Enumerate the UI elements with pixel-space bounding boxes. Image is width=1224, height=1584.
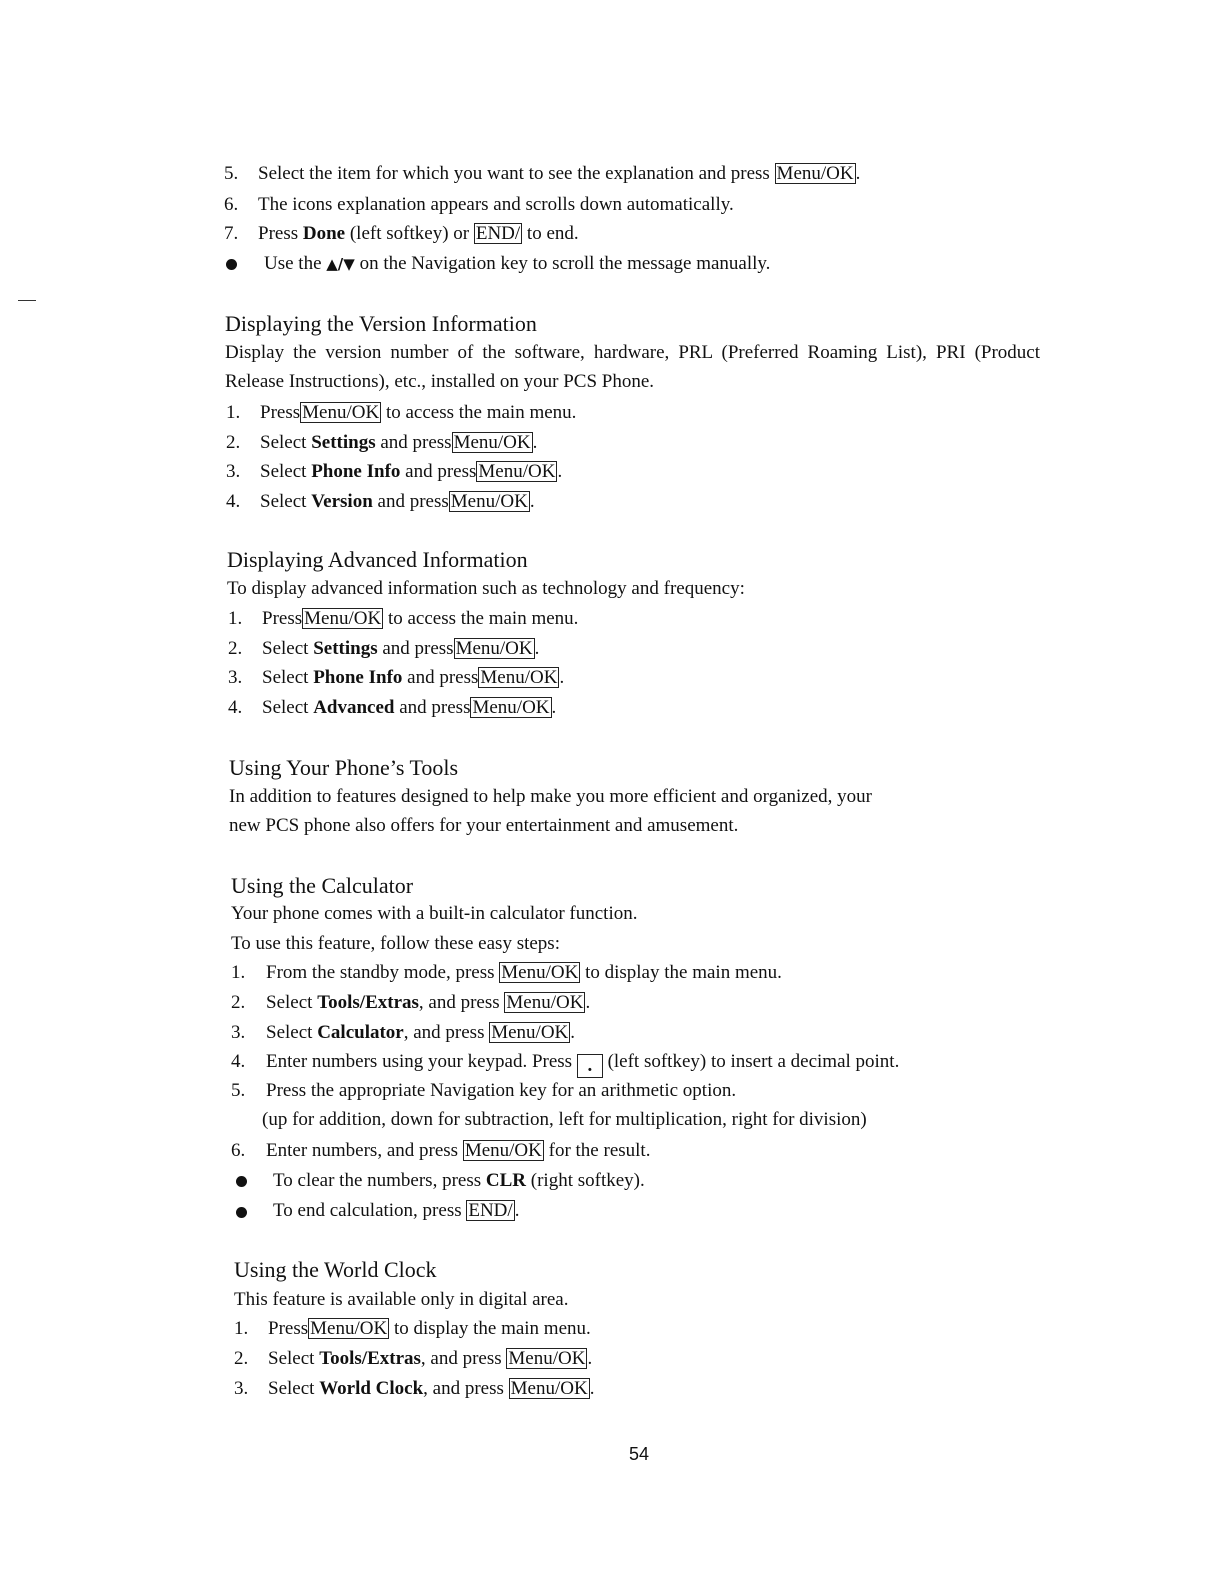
period: .: [557, 461, 563, 482]
step-text: Press: [258, 223, 299, 244]
step-number: 1.: [234, 1318, 249, 1339]
world-clock-step-1: [268, 1318, 591, 1340]
calculator-bullet-end: [273, 1200, 519, 1222]
period: .: [559, 667, 565, 688]
version-step-2: [260, 432, 537, 454]
menu-ok-key: Menu/OK: [506, 992, 584, 1013]
calculator-step-5: Press the appropriate Navigation key for an arithmetic option.: [266, 1080, 737, 1101]
menu-ok-key: Menu/OK: [464, 1140, 542, 1161]
period: .: [514, 1200, 520, 1221]
step-number: 4.: [226, 491, 241, 512]
step-number: 7.: [224, 223, 239, 244]
step-text: , and press: [418, 992, 500, 1013]
world-clock-step-3: [268, 1378, 594, 1400]
step-number: 2.: [234, 1348, 249, 1369]
period: .: [534, 638, 540, 659]
step-text: Select: [266, 1022, 313, 1043]
step-text: and press: [377, 491, 449, 512]
step-text: Enter numbers using your keypad. Press: [266, 1051, 573, 1072]
menu-ok-key: Menu/OK: [510, 1378, 588, 1399]
menu-item-label: Tools/Extras: [317, 992, 419, 1013]
advanced-step-4: [262, 697, 556, 719]
step-number: 3.: [228, 667, 243, 688]
version-paragraph: Display the version number of the software, hardware, PRL (Preferred Roaming List), PRI (Product Release Instructions), etc., installed on your PCS Phone.: [225, 342, 1040, 392]
clr-softkey-label: CLR: [485, 1170, 527, 1191]
period: .: [570, 1022, 576, 1043]
calculator-paragraph-2: To use this feature, follow these easy steps:: [231, 933, 560, 954]
step-text: and press: [407, 667, 479, 688]
menu-ok-key: Menu/OK: [455, 638, 533, 659]
menu-ok-key: Menu/OK: [776, 163, 854, 184]
step-text: Select: [268, 1348, 315, 1369]
step-number: 1.: [228, 608, 243, 629]
heading-world-clock: Using the World Clock: [234, 1257, 437, 1282]
step-number: 5.: [224, 163, 239, 184]
step-text: Select: [260, 491, 307, 512]
menu-ok-key: Menu/OK: [304, 608, 382, 629]
intro-step-5: [258, 163, 860, 185]
calculator-bullet-clear: [273, 1170, 645, 1192]
advanced-paragraph: To display advanced information such as technology and frequency:: [227, 578, 745, 599]
step-text: Select: [262, 667, 309, 688]
menu-ok-key: Menu/OK: [480, 667, 558, 688]
step-text: , and press: [420, 1348, 502, 1369]
step-number: 2.: [226, 432, 241, 453]
scan-mark: [18, 300, 36, 301]
period: .: [589, 1378, 595, 1399]
step-text: , and press: [423, 1378, 504, 1399]
world-clock-paragraph: This feature is available only in digital area.: [234, 1289, 569, 1310]
done-softkey-label: Done: [302, 223, 346, 244]
bullet-text: To clear the numbers, press: [273, 1170, 482, 1191]
intro-step-6: The icons explanation appears and scrolls down automatically.: [258, 194, 734, 215]
step-number: 4.: [231, 1051, 246, 1072]
world-clock-step-2: [268, 1348, 592, 1370]
step-text: Enter numbers, and press: [266, 1140, 459, 1161]
period: .: [532, 432, 538, 453]
step-text: to end.: [526, 223, 579, 244]
menu-item-label: Advanced: [313, 697, 395, 718]
step-number: 6.: [231, 1140, 246, 1161]
menu-item-label: Version: [311, 491, 373, 512]
page-number: 54: [629, 1444, 650, 1464]
step-number: 2.: [231, 992, 246, 1013]
menu-item-label: Calculator: [317, 1022, 404, 1043]
step-text: Select: [266, 992, 313, 1013]
period: .: [551, 697, 557, 718]
period: .: [855, 163, 861, 184]
menu-item-label: Phone Info: [311, 461, 401, 482]
step-text: Press: [268, 1318, 309, 1339]
step-text: Press: [260, 402, 301, 423]
menu-ok-key: Menu/OK: [501, 962, 579, 983]
step-text: Select: [260, 432, 307, 453]
end-key: END/: [468, 1200, 513, 1221]
menu-ok-key: Menu/OK: [478, 461, 556, 482]
step-text: and press: [405, 461, 477, 482]
step-text: (left softkey) or: [349, 223, 470, 244]
version-step-3: [260, 461, 562, 483]
calculator-step-3: [266, 1022, 575, 1044]
step-text: Press: [262, 608, 303, 629]
bullet-text: (right softkey).: [530, 1170, 645, 1191]
step-text: Select the item for which you want to see the explanation and press: [258, 163, 770, 184]
step-text: and press: [399, 697, 471, 718]
step-text: Select: [262, 697, 309, 718]
step-text: to access the main menu.: [385, 402, 577, 423]
step-number: 3.: [231, 1022, 246, 1043]
menu-item-label: Phone Info: [313, 667, 403, 688]
decimal-point-key: .: [577, 1054, 603, 1078]
tools-paragraph-line-1: In addition to features designed to help make you more efficient and organized, your: [229, 786, 872, 807]
calculator-step-6: [266, 1140, 650, 1162]
step-text: Select: [262, 638, 309, 659]
menu-ok-key: Menu/OK: [450, 491, 528, 512]
step-text: Select: [268, 1378, 315, 1399]
heading-tools: Using Your Phone’s Tools: [229, 755, 459, 780]
calculator-step-1: [266, 962, 782, 984]
menu-ok-key: Menu/OK: [310, 1318, 388, 1339]
version-step-4: [260, 491, 535, 513]
step-text: to display the main menu.: [393, 1318, 591, 1339]
bullet-icon: [236, 1176, 247, 1187]
heading-version: Displaying the Version Information: [225, 311, 537, 336]
step-number: 2.: [228, 638, 243, 659]
version-step-1: [260, 402, 576, 424]
menu-ok-key: Menu/OK: [453, 432, 531, 453]
step-text: (left softkey) to insert a decimal point.: [607, 1051, 900, 1072]
step-number: 3.: [234, 1378, 249, 1399]
step-text: for the result.: [548, 1140, 651, 1161]
step-text: to access the main menu.: [387, 608, 579, 629]
calculator-step-2: [266, 992, 590, 1014]
menu-ok-key: Menu/OK: [508, 1348, 586, 1369]
advanced-step-2: [262, 638, 539, 660]
tools-paragraph-line-2: new PCS phone also offers for your entertainment and amusement.: [229, 815, 739, 836]
period: .: [529, 491, 535, 512]
heading-advanced: Displaying Advanced Information: [227, 547, 528, 572]
up-down-arrow-icon: ▲/▼: [326, 255, 355, 273]
step-text: to display the main menu.: [585, 962, 782, 983]
step-text: , and press: [403, 1022, 485, 1043]
menu-ok-key: Menu/OK: [302, 402, 380, 423]
end-key: END/: [475, 223, 521, 244]
step-number: 4.: [228, 697, 243, 718]
menu-ok-key: Menu/OK: [472, 697, 550, 718]
menu-item-label: World Clock: [319, 1378, 424, 1399]
period: .: [585, 992, 591, 1013]
heading-calculator: Using the Calculator: [231, 873, 414, 898]
bullet-text: Use the: [264, 253, 322, 274]
bullet-text: To end calculation, press: [273, 1200, 462, 1221]
bullet-text: on the Navigation key to scroll the message manually.: [359, 253, 771, 274]
step-number: 5.: [231, 1080, 246, 1101]
menu-item-label: Settings: [313, 638, 378, 659]
step-text: and press: [382, 638, 454, 659]
step-number: 1.: [226, 402, 241, 423]
advanced-step-3: [262, 667, 564, 689]
intro-bullet: [264, 253, 770, 275]
menu-ok-key: Menu/OK: [491, 1022, 569, 1043]
advanced-step-1: [262, 608, 578, 630]
step-number: 1.: [231, 962, 246, 983]
bullet-icon: [226, 259, 237, 270]
intro-step-7: [258, 223, 579, 245]
bullet-icon: [236, 1207, 247, 1218]
period: .: [587, 1348, 593, 1369]
step-number: 6.: [224, 194, 239, 215]
calculator-step-5-detail: (up for addition, down for subtraction, left for multiplication, right for division): [262, 1109, 867, 1130]
step-text: Select: [260, 461, 307, 482]
step-text: From the standby mode, press: [266, 962, 495, 983]
step-number: 3.: [226, 461, 241, 482]
calculator-step-4: [266, 1051, 899, 1078]
menu-item-label: Tools/Extras: [319, 1348, 421, 1369]
menu-item-label: Settings: [311, 432, 376, 453]
step-text: and press: [380, 432, 452, 453]
calculator-paragraph-1: Your phone comes with a built-in calculator function.: [231, 903, 638, 924]
